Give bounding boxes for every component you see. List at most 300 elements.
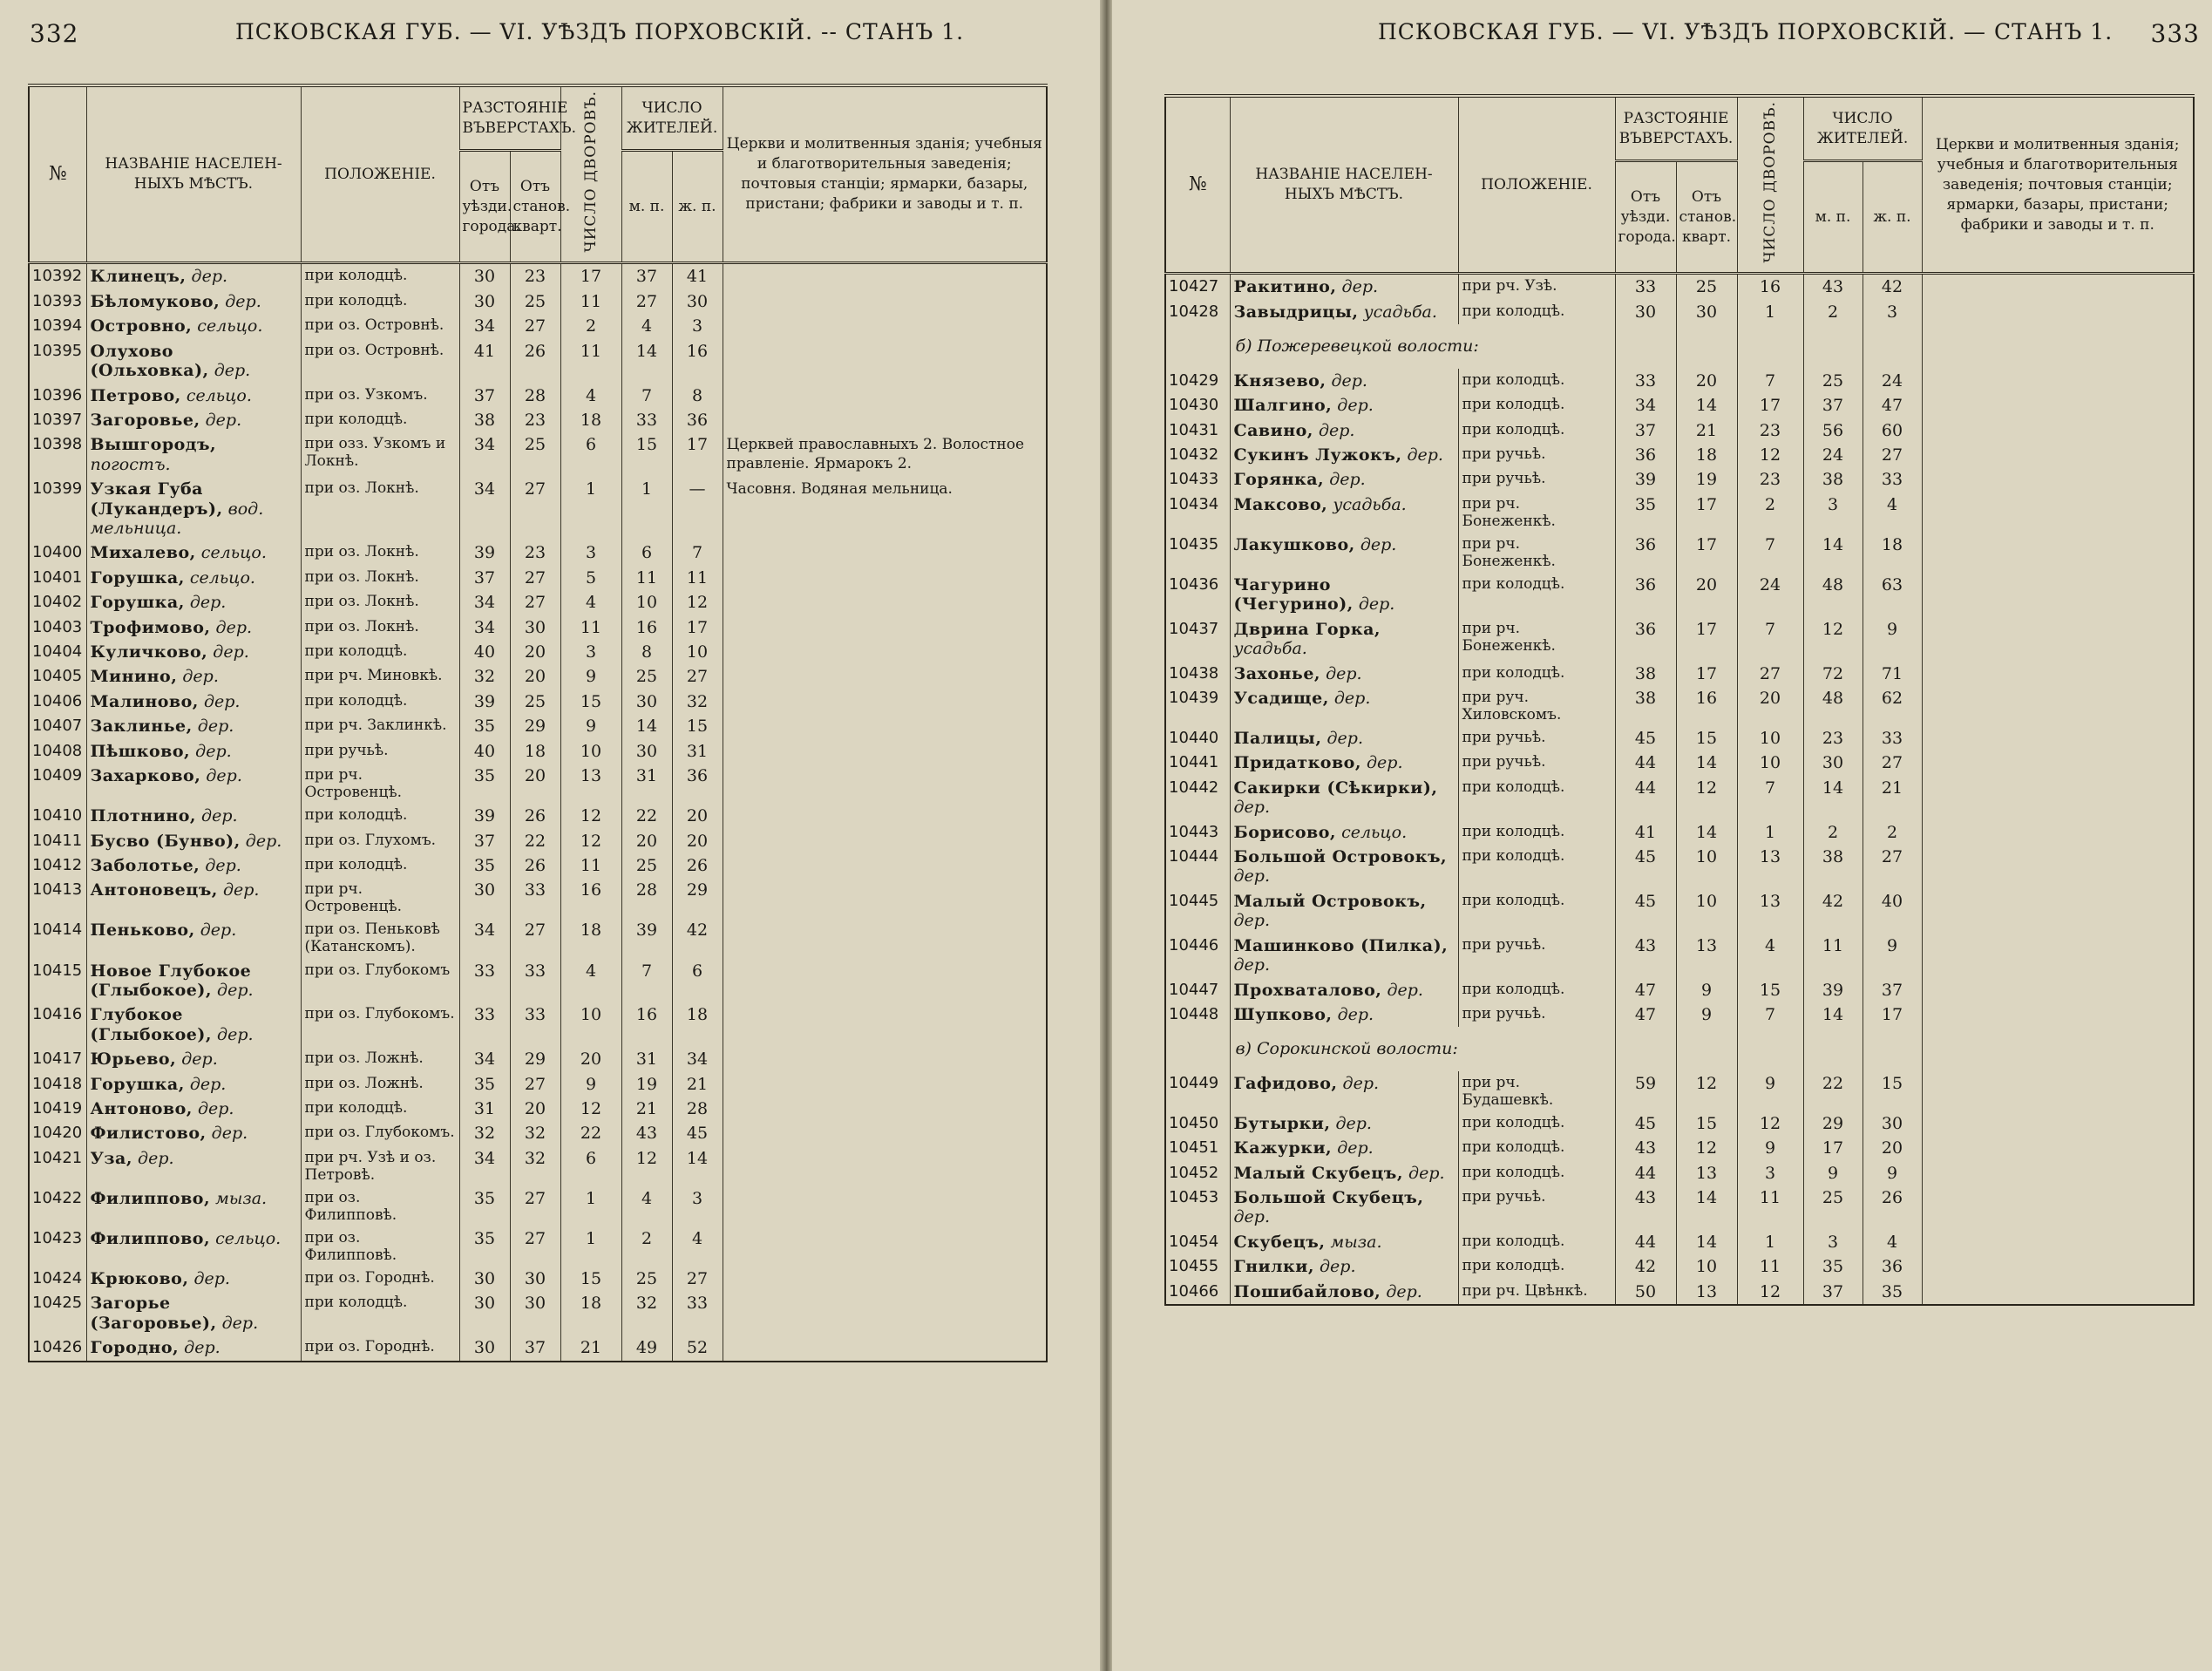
place-name-cell <box>1230 573 1458 617</box>
female-count: 60 <box>1863 418 1922 443</box>
place-name-cell <box>1230 443 1458 467</box>
distance-camp: 18 <box>1676 443 1737 467</box>
entry-number: 10454 <box>1165 1230 1230 1254</box>
distance-camp: 20 <box>510 664 560 689</box>
entry-number: 10399 <box>29 477 86 540</box>
notes <box>723 1226 1047 1267</box>
entry-number: 10431 <box>1165 418 1230 443</box>
place-kind: дер. <box>1331 370 1367 391</box>
col-distance-header: РАЗСТОЯНІЕ ВЪВЕРСТАХЪ. <box>1615 96 1737 161</box>
notes <box>723 959 1047 1003</box>
female-count: 34 <box>672 1047 723 1071</box>
distance-town: 40 <box>459 739 510 764</box>
female-count: 33 <box>1863 467 1922 492</box>
female-count: 27 <box>1863 845 1922 889</box>
male-count: 24 <box>1803 443 1863 467</box>
place-position: при рч. Узѣ и оз. Петровѣ. <box>301 1146 459 1186</box>
place-kind: усадьба. <box>1233 639 1307 659</box>
place-name-cell <box>86 739 301 764</box>
notes <box>723 739 1047 764</box>
table-row <box>29 853 1047 878</box>
female-count: 31 <box>672 739 723 764</box>
place-name: Большой Островокъ, <box>1233 847 1448 867</box>
male-count: 30 <box>621 689 672 714</box>
notes <box>1922 1002 2194 1027</box>
place-name: Новое Глубокое (Глыбокое), <box>90 961 252 1000</box>
male-count: 7 <box>621 959 672 1003</box>
distance-camp: 28 <box>510 384 560 408</box>
entry-number: 10419 <box>29 1097 86 1121</box>
entry-number: 10403 <box>29 615 86 640</box>
households: 12 <box>1737 1111 1803 1136</box>
place-name-cell <box>1230 662 1458 686</box>
households: 13 <box>1737 845 1803 889</box>
place-name: Крюково, <box>90 1269 189 1289</box>
households: 7 <box>1737 776 1803 820</box>
table-row <box>1165 686 2194 726</box>
households: 5 <box>560 566 621 590</box>
place-name-cell <box>1230 1280 1458 1305</box>
place-name-cell <box>1230 978 1458 1002</box>
notes <box>1922 443 2194 467</box>
households: 7 <box>1737 369 1803 393</box>
notes <box>1922 1254 2194 1279</box>
female-count: 10 <box>672 640 723 664</box>
place-name-cell <box>86 1121 301 1145</box>
place-position: при ручьѣ. <box>1458 443 1615 467</box>
place-kind: дер. <box>1233 955 1270 975</box>
place-name: Островно, <box>90 316 193 336</box>
male-count: 38 <box>1803 845 1863 889</box>
households: 17 <box>560 263 621 289</box>
place-name-cell <box>1230 686 1458 726</box>
households: 7 <box>1737 1002 1803 1027</box>
distance-camp: 37 <box>510 1335 560 1361</box>
male-count: 2 <box>1803 300 1863 324</box>
distance-town: 43 <box>1615 934 1676 978</box>
table-row <box>1165 492 2194 533</box>
place-position: при рч. Узѣ. <box>1458 274 1615 300</box>
households: 4 <box>560 590 621 615</box>
distance-camp: 12 <box>1676 776 1737 820</box>
place-kind: усадьба. <box>1363 302 1437 322</box>
distance-camp: 25 <box>510 689 560 714</box>
entry-number: 10422 <box>29 1186 86 1226</box>
col-female-header: ж. п. <box>1863 161 1922 274</box>
distance-town: 47 <box>1615 978 1676 1002</box>
table-row <box>29 289 1047 314</box>
place-kind: дер. <box>197 1098 234 1118</box>
place-name: Антоновецъ, <box>90 880 218 900</box>
empty-cell <box>1676 324 1737 368</box>
place-position: при колодцѣ. <box>1458 1136 1615 1160</box>
place-name: Плотнино, <box>90 806 196 826</box>
place-position: при ручьѣ. <box>1458 726 1615 751</box>
entry-number: 10433 <box>1165 467 1230 492</box>
entry-number: 10415 <box>29 959 86 1003</box>
entry-number: 10416 <box>29 1002 86 1047</box>
notes <box>723 918 1047 958</box>
col-position-header: ПОЛОЖЕНІЕ. <box>1458 96 1615 274</box>
place-name: Захонье, <box>1233 663 1321 683</box>
distance-town: 37 <box>459 384 510 408</box>
entry-number: 10441 <box>1165 751 1230 775</box>
distance-town: 44 <box>1615 751 1676 775</box>
households: 10 <box>1737 751 1803 775</box>
place-name: Горушка, <box>90 1074 185 1094</box>
distance-town: 30 <box>459 1291 510 1335</box>
place-name-cell <box>1230 533 1458 573</box>
place-name-cell <box>86 1226 301 1267</box>
households: 11 <box>1737 1254 1803 1279</box>
female-count: 9 <box>1863 617 1922 662</box>
male-count: 30 <box>1803 751 1863 775</box>
place-name-cell <box>1230 369 1458 393</box>
households: 12 <box>1737 1280 1803 1305</box>
place-name-cell <box>86 959 301 1003</box>
distance-camp: 30 <box>510 1267 560 1291</box>
right-table-body <box>1165 274 2194 1305</box>
place-name-cell <box>86 540 301 565</box>
notes <box>723 1267 1047 1291</box>
notes <box>1922 1185 2194 1230</box>
distance-town: 45 <box>1615 889 1676 934</box>
male-count: 14 <box>1803 533 1863 573</box>
entry-number: 10426 <box>29 1335 86 1361</box>
distance-camp: 33 <box>510 959 560 1003</box>
place-kind: дер. <box>1329 470 1366 490</box>
place-name-cell <box>86 764 301 804</box>
place-kind: дер. <box>205 855 241 875</box>
table-row <box>29 804 1047 828</box>
distance-camp: 23 <box>510 408 560 432</box>
notes <box>723 263 1047 289</box>
place-name: Шупково, <box>1233 1004 1333 1024</box>
female-count: 20 <box>672 829 723 853</box>
section-spacer <box>1165 324 1230 368</box>
place-name: Дврина Горка, <box>1233 619 1381 639</box>
place-name: Бусво (Бунво), <box>90 831 241 851</box>
notes <box>723 289 1047 314</box>
table-row <box>29 959 1047 1003</box>
households: 10 <box>560 1002 621 1047</box>
entry-number: 10440 <box>1165 726 1230 751</box>
place-position: при оз. Филипповѣ. <box>301 1226 459 1267</box>
place-name: Заболотье, <box>90 855 200 875</box>
place-name-cell <box>86 339 301 384</box>
female-count: 21 <box>672 1072 723 1097</box>
place-position: при оз. Островнѣ. <box>301 339 459 384</box>
place-kind: дер. <box>213 642 249 662</box>
place-kind: дер. <box>1233 866 1270 886</box>
place-name-cell <box>1230 1002 1458 1027</box>
place-kind: дер. <box>189 593 227 613</box>
distance-camp: 14 <box>1676 393 1737 418</box>
place-kind: дер. <box>1407 445 1443 465</box>
distance-town: 38 <box>1615 686 1676 726</box>
place-name-cell <box>1230 393 1458 418</box>
female-count: 52 <box>672 1335 723 1361</box>
place-name: Горянка, <box>1233 470 1325 490</box>
notes <box>723 339 1047 384</box>
notes <box>723 664 1047 689</box>
place-kind: дер. <box>1386 1281 1422 1301</box>
distance-camp: 27 <box>510 566 560 590</box>
col-distance-header: РАЗСТОЯНІЕ ВЪВЕРСТАХЪ. <box>459 85 560 151</box>
left-table-body <box>29 263 1047 1362</box>
table-row <box>29 764 1047 804</box>
entry-number: 10451 <box>1165 1136 1230 1160</box>
left-page-header <box>30 19 1091 54</box>
male-count: 25 <box>1803 1185 1863 1230</box>
notes <box>723 689 1047 714</box>
place-name: Малый Скубецъ, <box>1233 1163 1403 1183</box>
place-kind: дер. <box>1387 980 1423 1000</box>
place-position: при оз. Филипповѣ. <box>301 1186 459 1226</box>
notes <box>1922 820 2194 845</box>
notes <box>723 384 1047 408</box>
place-position: при ручьѣ. <box>1458 1185 1615 1230</box>
distance-town: 35 <box>459 764 510 804</box>
place-kind: дер. <box>221 1313 259 1333</box>
entry-number: 10434 <box>1165 492 1230 533</box>
place-name-cell <box>86 1047 301 1071</box>
distance-camp: 14 <box>1676 820 1737 845</box>
place-name: Филистово, <box>90 1124 207 1144</box>
place-position: при оз. Узкомъ. <box>301 384 459 408</box>
distance-town: 30 <box>1615 300 1676 324</box>
place-name: Пѣшково, <box>90 741 191 761</box>
place-name: Лакушково, <box>1233 534 1355 554</box>
distance-town: 43 <box>1615 1185 1676 1230</box>
entry-number: 10409 <box>29 764 86 804</box>
table-row <box>29 1226 1047 1267</box>
place-name: Загорье (Загоровье), <box>90 1294 217 1333</box>
table-row <box>1165 274 2194 300</box>
distance-town: 39 <box>459 804 510 828</box>
households: 3 <box>560 640 621 664</box>
male-count: 22 <box>621 804 672 828</box>
place-position: при оз. Пеньковѣ (Катанскомъ). <box>301 918 459 958</box>
col-households-header: ЧИСЛО ДВОРОВЪ. <box>560 85 621 263</box>
table-row <box>1165 300 2194 324</box>
place-kind: сельцо. <box>186 385 252 405</box>
place-kind: усадьба. <box>1333 494 1407 514</box>
place-kind: дер. <box>1408 1163 1445 1183</box>
place-position: при оз. Городнѣ. <box>301 1335 459 1361</box>
place-position: при рч. Цвѣнкѣ. <box>1458 1280 1615 1305</box>
female-count: 45 <box>672 1121 723 1145</box>
place-name-cell <box>86 878 301 918</box>
place-name: Савино, <box>1233 420 1313 440</box>
entry-number: 10424 <box>29 1267 86 1291</box>
table-row <box>1165 533 2194 573</box>
entry-number: 10444 <box>1165 845 1230 889</box>
distance-town: 35 <box>459 853 510 878</box>
col-notes-header: Церкви и молитвенныя зданія; учебныя и благотворительныя заведенія; почтовыя станціи; ярмарки, базары, пристани; фабрики и заводы и т. п. <box>723 85 1047 263</box>
distance-town: 30 <box>459 1267 510 1291</box>
notes <box>723 615 1047 640</box>
female-count: 21 <box>1863 776 1922 820</box>
entry-number: 10418 <box>29 1072 86 1097</box>
distance-camp: 33 <box>510 878 560 918</box>
table-row <box>1165 776 2194 820</box>
female-count: 26 <box>672 853 723 878</box>
distance-camp: 27 <box>510 1226 560 1267</box>
table-row <box>29 432 1047 477</box>
col-from-town-header: Отъ уѣзди. города. <box>1615 161 1676 274</box>
table-row <box>1165 1071 2194 1111</box>
distance-town: 39 <box>459 689 510 714</box>
place-kind: дер. <box>215 617 253 637</box>
col-notes-header: Церкви и молитвенныя зданія; учебныя и благотворительныя заведенія; почтовыя станціи; ярмарки, базары, пристани; фабрики и заводы и т. п. <box>1922 96 2194 274</box>
notes <box>723 804 1047 828</box>
male-count: 25 <box>621 1267 672 1291</box>
entry-number: 10407 <box>29 714 86 738</box>
table-row <box>29 615 1047 640</box>
female-count: 2 <box>1863 820 1922 845</box>
households: 18 <box>560 408 621 432</box>
distance-town: 32 <box>459 664 510 689</box>
table-row <box>1165 1280 2194 1305</box>
table-row <box>1165 467 2194 492</box>
households: 10 <box>1737 726 1803 751</box>
male-count: 25 <box>1803 369 1863 393</box>
distance-camp: 32 <box>510 1146 560 1186</box>
distance-camp: 29 <box>510 714 560 738</box>
place-position: при колодцѣ. <box>301 289 459 314</box>
notes <box>1922 889 2194 934</box>
place-name: Сакирки (Сѣкирки), <box>1233 778 1438 798</box>
place-name: Вышгородъ, <box>90 435 217 455</box>
male-count: 35 <box>1803 1254 1863 1279</box>
distance-town: 35 <box>1615 492 1676 533</box>
distance-camp: 15 <box>1676 1111 1737 1136</box>
place-position: при рч. Заклинкѣ. <box>301 714 459 738</box>
place-position: при ручьѣ. <box>301 739 459 764</box>
distance-town: 32 <box>459 1121 510 1145</box>
male-count: 16 <box>621 1002 672 1047</box>
place-name: Шалгино, <box>1233 396 1333 416</box>
place-name-cell <box>1230 1254 1458 1279</box>
female-count: 7 <box>672 540 723 565</box>
table-row <box>29 878 1047 918</box>
male-count: 29 <box>1803 1111 1863 1136</box>
male-count: 2 <box>621 1226 672 1267</box>
table-row <box>1165 1254 2194 1279</box>
distance-camp: 27 <box>510 477 560 540</box>
notes <box>723 540 1047 565</box>
place-kind: дер. <box>1233 911 1270 931</box>
households: 12 <box>1737 443 1803 467</box>
place-position: при колодцѣ. <box>1458 369 1615 393</box>
female-count: 47 <box>1863 393 1922 418</box>
notes <box>723 878 1047 918</box>
table-row <box>29 590 1047 615</box>
table-row <box>29 1121 1047 1145</box>
households: 11 <box>560 853 621 878</box>
place-position: при ручьѣ. <box>1458 467 1615 492</box>
table-row <box>1165 751 2194 775</box>
table-row <box>29 1335 1047 1361</box>
distance-town: 36 <box>1615 573 1676 617</box>
place-name-cell <box>1230 617 1458 662</box>
place-position: при рч. Островенцѣ. <box>301 878 459 918</box>
distance-camp: 16 <box>1676 686 1737 726</box>
male-count: 39 <box>1803 978 1863 1002</box>
distance-camp: 9 <box>1676 978 1737 1002</box>
female-count: 6 <box>672 959 723 1003</box>
right-gazetteer-table <box>1164 94 2195 1306</box>
notes <box>723 566 1047 590</box>
female-count: 3 <box>1863 300 1922 324</box>
col-inhabitants-header: ЧИСЛО ЖИТЕЛЕЙ. <box>621 85 723 151</box>
notes <box>1922 418 2194 443</box>
entry-number: 10392 <box>29 263 86 289</box>
place-name-cell <box>1230 1230 1458 1254</box>
distance-town: 44 <box>1615 1230 1676 1254</box>
households: 4 <box>560 959 621 1003</box>
entry-number: 10401 <box>29 566 86 590</box>
place-name-cell <box>86 1146 301 1186</box>
households: 20 <box>560 1047 621 1071</box>
entry-number: 10404 <box>29 640 86 664</box>
place-position: при ручьѣ. <box>1458 934 1615 978</box>
place-name: Горушка, <box>90 567 185 588</box>
distance-town: 50 <box>1615 1280 1676 1305</box>
female-count: 63 <box>1863 573 1922 617</box>
households: 7 <box>1737 533 1803 573</box>
place-kind: дер. <box>200 920 237 941</box>
female-count: 20 <box>672 804 723 828</box>
entry-number: 10452 <box>1165 1161 1230 1185</box>
place-position: при оз. Ложнѣ. <box>301 1072 459 1097</box>
place-name: Завыдрицы, <box>1233 302 1359 322</box>
male-count: 14 <box>621 339 672 384</box>
distance-town: 33 <box>1615 274 1676 300</box>
female-count: 24 <box>1863 369 1922 393</box>
notes <box>1922 1071 2194 1111</box>
section-spacer <box>1165 1027 1230 1070</box>
distance-camp: 20 <box>510 1097 560 1121</box>
households: 15 <box>1737 978 1803 1002</box>
entry-number: 10408 <box>29 739 86 764</box>
place-position: при руч. Хиловскомъ. <box>1458 686 1615 726</box>
distance-town: 59 <box>1615 1071 1676 1111</box>
distance-camp: 13 <box>1676 1280 1737 1305</box>
place-name: Филиппово, <box>90 1228 211 1248</box>
empty-cell <box>1615 1027 1676 1070</box>
place-name-cell <box>86 918 301 958</box>
households: 22 <box>560 1121 621 1145</box>
male-count: 2 <box>1803 820 1863 845</box>
place-name: Загоровье, <box>90 410 200 430</box>
male-count: 27 <box>621 289 672 314</box>
distance-camp: 13 <box>1676 1161 1737 1185</box>
entry-number: 10411 <box>29 829 86 853</box>
households: 12 <box>560 829 621 853</box>
distance-town: 34 <box>459 1047 510 1071</box>
col-male-header: м. п. <box>621 151 672 263</box>
female-count: 17 <box>1863 1002 1922 1027</box>
female-count: 27 <box>672 664 723 689</box>
place-kind: сельцо. <box>189 567 255 588</box>
table-row <box>29 339 1047 384</box>
households: 3 <box>1737 1161 1803 1185</box>
distance-town: 41 <box>459 339 510 384</box>
female-count: 36 <box>672 408 723 432</box>
female-count: 29 <box>672 878 723 918</box>
